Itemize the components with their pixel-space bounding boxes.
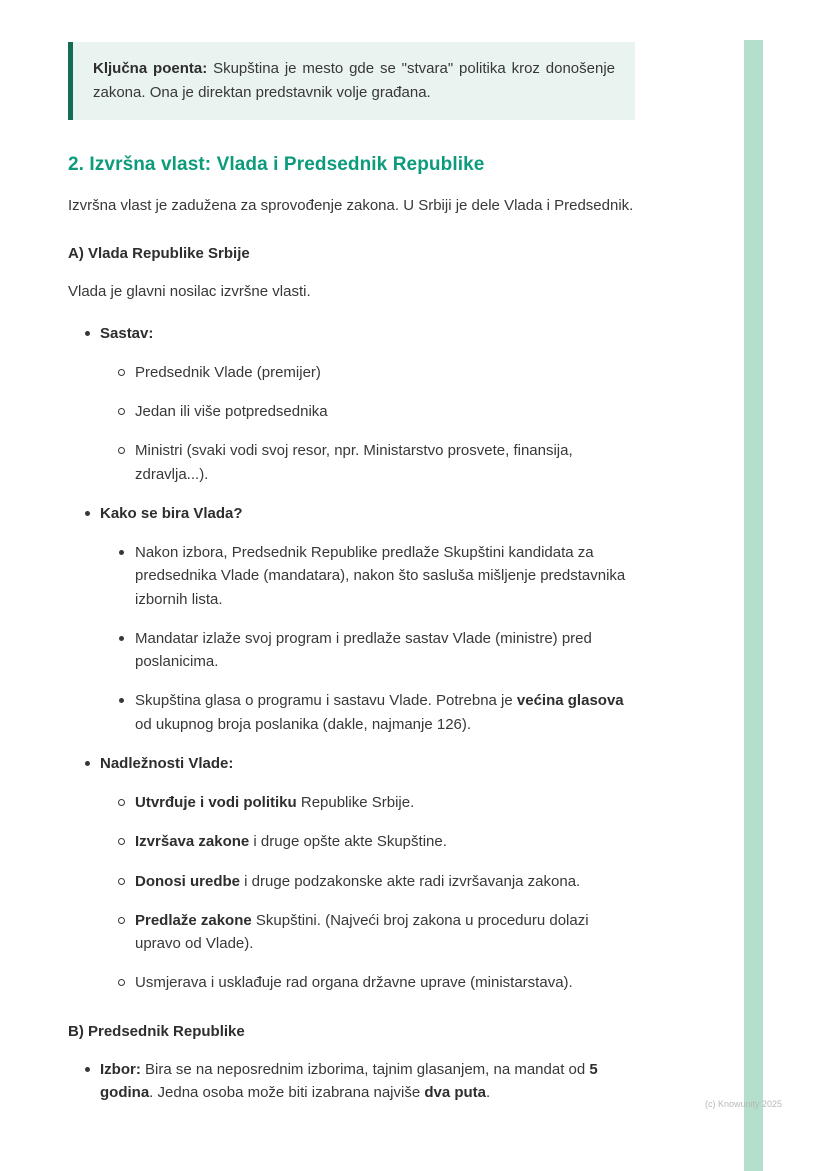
list-item: Usmjerava i usklađuje rad organa državne uprave (ministarstava). bbox=[118, 971, 635, 994]
sastav-label: Sastav: bbox=[100, 324, 154, 342]
bold-segment: većina glasova bbox=[516, 692, 624, 710]
text-segment: Skupštini. (Najveći broj zakona u proceduru dolazi upravo od Vlade). bbox=[135, 911, 589, 952]
key-point-label: Ključna poenta: bbox=[93, 60, 208, 77]
government-list bbox=[83, 322, 635, 995]
bold-segment: Izbor: bbox=[100, 1060, 141, 1078]
text-segment: Republike Srbije. bbox=[296, 794, 415, 811]
kako-se-bira-label: Kako se bira Vlada? bbox=[100, 504, 243, 522]
nadleznosti-sublist bbox=[118, 791, 635, 995]
key-point-body: Skupština je mesto gde se "stvara" politika kroz donošenje zakona. Ona je direktan predstavnik volje građana. bbox=[93, 60, 615, 101]
list-item: Jedan ili više potpredsednika bbox=[118, 400, 635, 423]
bold-segment: dva puta bbox=[424, 1083, 487, 1101]
text-segment: . Jedna osoba može biti izabrana najviše bbox=[149, 1083, 425, 1101]
list-item bbox=[118, 791, 635, 814]
kako-se-bira-sublist bbox=[118, 541, 635, 736]
key-point-callout bbox=[68, 42, 635, 120]
list-item bbox=[118, 909, 635, 956]
text-segment: Skupština glasa o programu i sastavu Vlade. Potrebna je bbox=[135, 692, 517, 710]
nadleznosti-label: Nadležnosti Vlade: bbox=[100, 754, 234, 772]
list-item-sastav bbox=[83, 322, 635, 486]
subsection-a-title: A) Vlada Republike Srbije bbox=[68, 245, 250, 263]
list-item bbox=[118, 830, 635, 853]
right-accent-stripe bbox=[744, 40, 763, 1171]
bold-segment: 5 godina bbox=[100, 1060, 598, 1101]
bold-segment: Izvršava zakone bbox=[135, 833, 250, 851]
text-segment: i druge opšte akte Skupštine. bbox=[249, 833, 447, 851]
bold-segment: Donosi uredbe bbox=[135, 872, 241, 890]
copyright-footer: (c) Knowunity 2025 bbox=[704, 1099, 782, 1109]
list-item: Predsednik Vlade (premijer) bbox=[118, 361, 635, 384]
text-segment: . bbox=[486, 1083, 491, 1101]
key-point-text bbox=[93, 57, 615, 105]
section-heading: 2. Izvršna vlast: Vlada i Predsednik Republike bbox=[68, 154, 485, 175]
section-intro-paragraph: Izvršna vlast je zadužena za sprovođenje zakona. U Srbiji je dele Vlada i Predsednik. bbox=[68, 197, 634, 214]
subsection-a-intro: Vlada je glavni nosilac izvršne vlasti. bbox=[68, 283, 311, 301]
list-item: Ministri (svaki vodi svoj resor, npr. Ministarstvo prosvete, finansija, zdravlja...). bbox=[118, 439, 635, 486]
list-item-izbor bbox=[83, 1058, 635, 1105]
list-item: Mandatar izlaže svoj program i predlaže sastav Vlade (ministre) pred poslanicima. bbox=[118, 627, 635, 674]
subsection-b-title: B) Predsednik Republike bbox=[68, 1022, 245, 1040]
text-segment: od ukupnog broja poslanika (dakle, najmanje 126). bbox=[135, 715, 472, 733]
page-content bbox=[68, 42, 635, 1120]
sastav-sublist bbox=[118, 361, 635, 486]
text-segment: i druge podzakonske akte radi izvršavanja zakona. bbox=[240, 872, 581, 890]
bold-segment: Utvrđuje i vodi politiku bbox=[135, 794, 297, 811]
text-segment: Bira se na neposrednim izborima, tajnim glasanjem, na mandat od bbox=[140, 1060, 590, 1078]
list-item bbox=[118, 689, 635, 736]
list-item bbox=[118, 870, 635, 893]
president-list bbox=[83, 1058, 635, 1105]
bold-segment: Predlaže zakone bbox=[135, 911, 252, 929]
list-item: Nakon izbora, Predsednik Republike predlaže Skupštini kandidata za predsednika Vlade (mandatara), nakon što sasluša mišljenje predstavnika izbornih lista. bbox=[118, 541, 635, 611]
list-item-nadleznosti bbox=[83, 752, 635, 995]
list-item-kako-se-bira-vlada bbox=[83, 502, 635, 736]
